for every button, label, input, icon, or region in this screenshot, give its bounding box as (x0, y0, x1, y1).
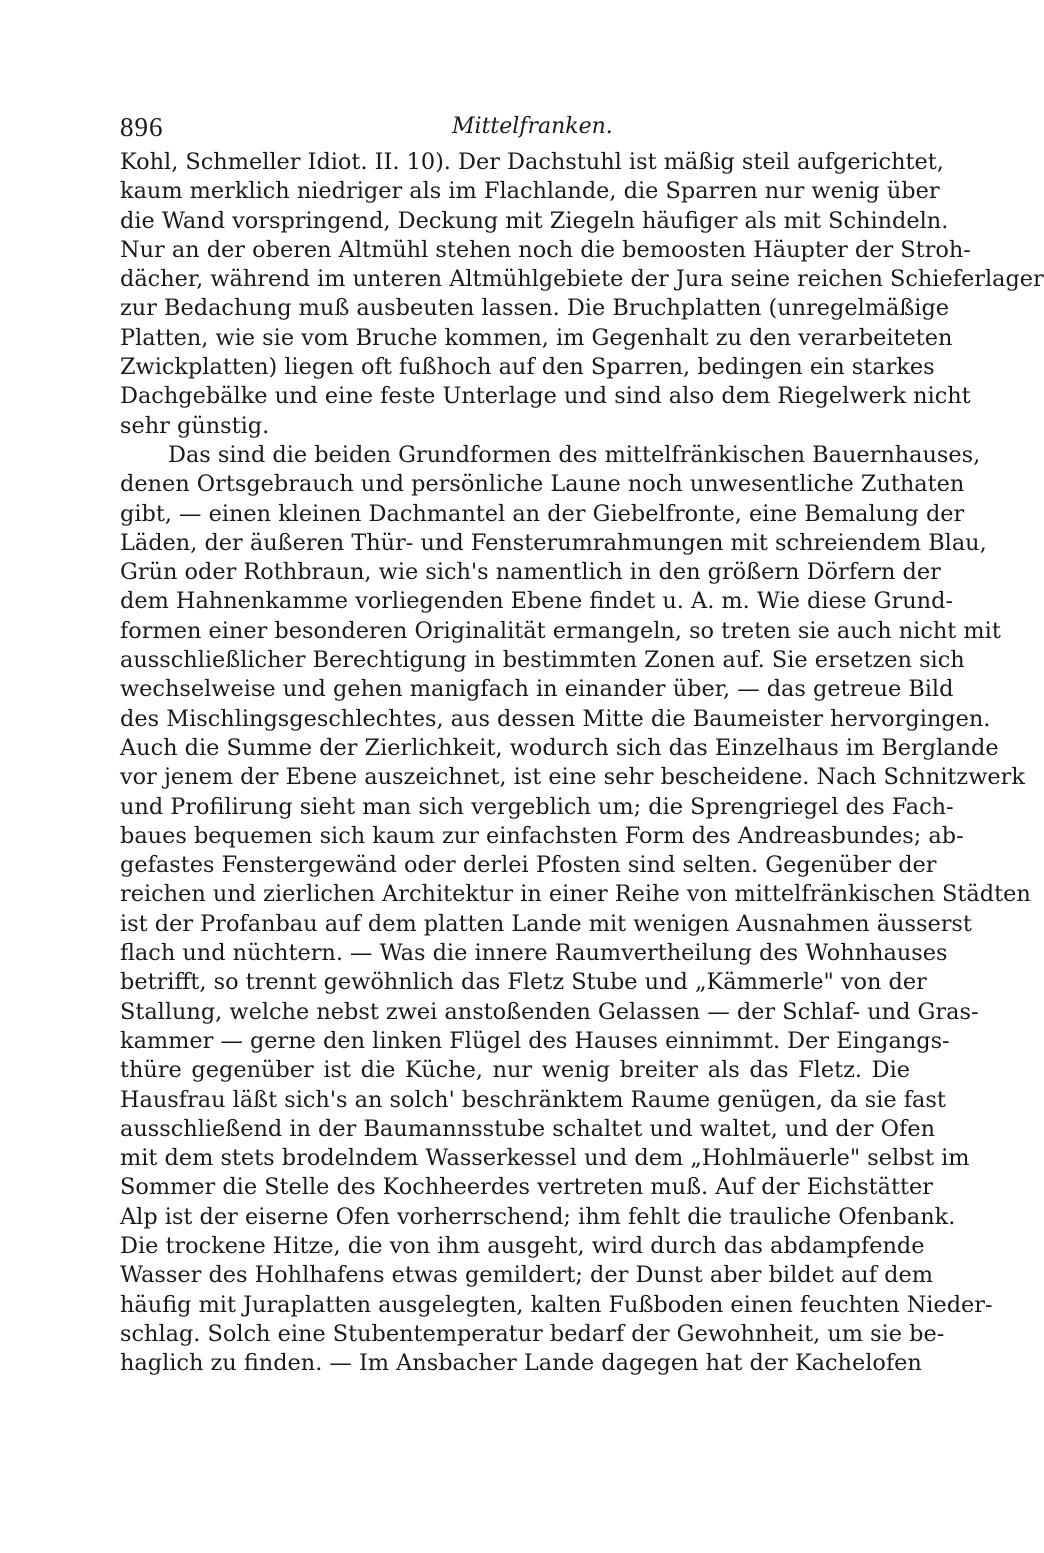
body-text (120, 148, 1044, 1378)
text-line: Dachgebälke und eine feste Unterlage und sind also dem Riegelwerk nicht (120, 383, 971, 410)
text-line: vor jenem der Ebene auszeichnet, ist eine sehr bescheidene. Nach Schnitzwerk (120, 764, 1025, 791)
text-line: haglich zu finden. — Im Ansbacher Lande dagegen hat der Kachelofen (120, 1350, 922, 1377)
text-line: Läden, der äußeren Thür- und Fensterumrahmungen mit schreiendem Blau, (120, 529, 987, 556)
text-line: Auch die Summe der Zierlichkeit, wodurch sich das Einzelhaus im Berglande (120, 734, 999, 761)
text-line: Zwickplatten) liegen oft fußhoch auf den Sparren, bedingen ein starkes (120, 354, 935, 381)
text-line: gibt, — einen kleinen Dachmantel an der Giebelfronte, eine Bemalung der (120, 500, 965, 527)
text-line: Nur an der oberen Altmühl stehen noch die bemoosten Häupter der Stroh- (120, 236, 971, 263)
text-line: denen Ortsgebrauch und persönliche Laune noch unwesentliche Zuthaten (120, 471, 965, 498)
paragraph-start-line: Das sind die beiden Grundformen des mittelfränkischen Bauernhauses, (168, 441, 981, 468)
text-line: Stallung, welche nebst zwei anstoßenden Gelassen — der Schlaf- und Gras- (120, 998, 979, 1025)
text-line: betrifft, so trennt gewöhnlich das Fletz Stube und „Kämmerle" von der (120, 969, 927, 996)
text-line: Grün oder Rothbraun, wie sich's namentlich in den größern Dörfern der (120, 559, 941, 586)
running-head: Mittelfranken. (452, 114, 613, 139)
text-line: formen einer besonderen Originalität ermangeln, so treten sie auch nicht mit (120, 617, 1001, 644)
text-line: dem Hahnenkamme vorliegenden Ebene findet u. A. m. Wie diese Grund- (120, 588, 953, 615)
text-line: und Profilirung sieht man sich vergeblich um; die Sprengriegel des Fach- (120, 793, 954, 820)
text-line: kaum merklich niedriger als im Flachlande, die Sparren nur wenig über (120, 178, 940, 205)
text-line: Alp ist der eiserne Ofen vorherrschend; ihm fehlt die trauliche Ofenbank. (120, 1203, 956, 1230)
text-line: Wasser des Hohlhafens etwas gemildert; der Dunst aber bildet auf dem (120, 1262, 933, 1289)
text-line: des Mischlingsgeschlechtes, aus dessen Mitte die Baumeister hervorgingen. (120, 705, 991, 732)
text-line: thüre gegenüber ist die Küche, nur wenig breiter als das Fletz. Die (120, 1057, 910, 1084)
text-line: die Wand vorspringend, Deckung mit Ziegeln häufiger als mit Schindeln. (120, 207, 949, 234)
text-line: wechselweise und gehen manigfach in einander über, — das getreue Bild (120, 676, 954, 703)
text-line: flach und nüchtern. — Was die innere Raumvertheilung des Wohnhauses (120, 940, 948, 967)
text-line: kammer — gerne den linken Flügel des Hauses einnimmt. Der Eingangs- (120, 1027, 950, 1054)
text-line: mit dem stets brodelndem Wasserkessel und dem „Hohlmäuerle" selbst im (120, 1145, 970, 1172)
text-line: Hausfrau läßt sich's an solch' beschränktem Raume genügen, da sie fast (120, 1086, 946, 1113)
text-line: ist der Profanbau auf dem platten Lande mit wenigen Ausnahmen äusserst (120, 910, 972, 937)
text-line: gefastes Fenstergewänd oder derlei Pfosten sind selten. Gegenüber der (120, 852, 937, 879)
text-line: Die trockene Hitze, die von ihm ausgeht, wird durch das abdampfende (120, 1232, 925, 1259)
text-line: dächer, während im unteren Altmühlgebiete der Jura seine reichen Schieferlager (120, 266, 1044, 293)
text-line: Sommer die Stelle des Kochheerdes vertreten muß. Auf der Eichstätter (120, 1174, 933, 1201)
text-line: zur Bedachung muß ausbeuten lassen. Die Bruchplatten (unregelmäßige (120, 295, 950, 322)
text-line: baues bequemen sich kaum zur einfachsten Form des Andreasbundes; ab- (120, 822, 964, 849)
text-line: schlag. Solch eine Stubentemperatur bedarf der Gewohnheit, um sie be- (120, 1320, 945, 1347)
paragraph-end-line: sehr günstig. (120, 412, 270, 439)
text-line: Platten, wie sie vom Bruche kommen, im Gegenhalt zu den verarbeiteten (120, 324, 953, 351)
page-header (120, 112, 910, 148)
text-line: Kohl, Schmeller Idiot. II. 10). Der Dachstuhl ist mäßig steil aufgerichtet, (120, 149, 944, 175)
page-number: 896 (120, 112, 164, 142)
text-line: häufig mit Juraplatten ausgelegten, kalten Fußboden einen feuchten Nieder- (120, 1291, 993, 1318)
text-line: ausschließlicher Berechtigung in bestimmten Zonen auf. Sie ersetzen sich (120, 647, 965, 674)
text-line: ausschließend in der Baumannsstube schaltet und waltet, und der Ofen (120, 1115, 935, 1142)
text-line: reichen und zierlichen Architektur in einer Reihe von mittelfränkischen Städten (120, 881, 1031, 908)
